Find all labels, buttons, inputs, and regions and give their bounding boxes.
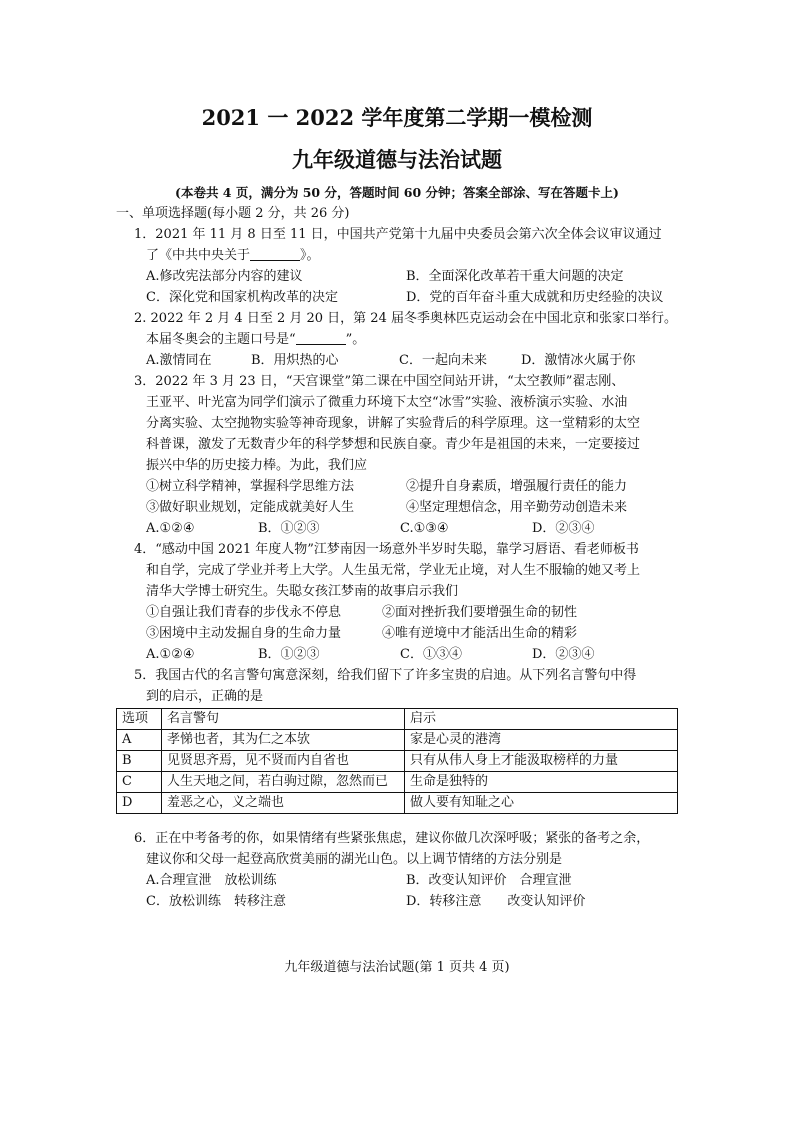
table-cell: 孝悌也者，其为仁之本欤 xyxy=(162,730,405,751)
q2-text-after: ”。 xyxy=(345,332,366,347)
table-row xyxy=(117,730,678,751)
q3-stem-line: 王亚平、叶光富为同学们演示了微重力环境下太空“冰雪”实验、液桥演示实验、水油 xyxy=(146,395,628,410)
table-cell: C xyxy=(117,772,162,793)
table-header-cell: 选项 xyxy=(117,709,162,730)
q4-option-c[interactable]: C．①③④ xyxy=(400,647,462,662)
q4-statement-1: ①自强让我们青春的步伐永不停息 xyxy=(146,605,342,620)
page-subtitle: 九年级道德与法治试题 xyxy=(292,147,502,172)
q4-statements xyxy=(122,623,692,644)
q2-options xyxy=(122,350,692,371)
q2-stem-line xyxy=(122,329,692,350)
table-cell: 羞恶之心，义之端也 xyxy=(162,793,405,814)
q4-statement-4: ④唯有逆境中才能活出生命的精彩 xyxy=(382,626,578,641)
table-row xyxy=(117,751,678,772)
table-cell: 只有从伟人身上才能汲取榜样的力量 xyxy=(405,751,678,772)
table-cell: 人生天地之间，若白驹过隙，忽然而已 xyxy=(162,772,405,793)
table-cell: D xyxy=(117,793,162,814)
table-row xyxy=(117,793,678,814)
q2-text-before: 本届冬奥会的主题口号是“ xyxy=(146,332,296,347)
q4-options xyxy=(122,644,692,665)
q4-stem-line: 和自学，完成了学业并考上大学。人生虽无常，学业无止境，对人生不服输的她又考上 xyxy=(146,563,641,578)
q2-stem-line: 2. 2022 年 2 月 4 日至 2 月 20 日，第 24 届冬季奥林匹克运动会在中国北京和张家口举行。 xyxy=(134,311,677,326)
q6-option-a[interactable]: A.合理宣泄 放松训练 xyxy=(146,873,277,888)
exam-content xyxy=(116,203,692,912)
q1-option-c[interactable]: C．深化党和国家机构改革的决定 xyxy=(146,290,338,305)
q5-stem-line: 到的启示，正确的是 xyxy=(146,689,264,704)
q1-stem-line xyxy=(122,245,692,266)
table-row xyxy=(117,772,678,793)
q6-stem-line: 6．正在中考备考的你，如果情绪有些紧张焦虑，建议你做几次深呼吸；紧张的备考之余， xyxy=(134,831,650,846)
q4-option-b[interactable]: B．①②③ xyxy=(258,647,320,662)
q2-option-d[interactable]: D．激情冰火属于你 xyxy=(521,353,636,368)
q3-statements xyxy=(122,476,692,497)
q4-statement-3: ③困境中主动发掘自身的生命力量 xyxy=(146,626,342,641)
q2-option-b[interactable]: B．用炽热的心 xyxy=(251,353,339,368)
table-cell: 生命是独特的 xyxy=(405,772,678,793)
q4-stem-line: 4．“感动中国 2021 年度人物”江梦南因一场意外半岁时失聪，靠学习唇语、看老师板书 xyxy=(134,542,639,557)
q4-statements xyxy=(122,602,692,623)
table-cell: 家是心灵的港湾 xyxy=(405,730,678,751)
answer-blank xyxy=(250,247,300,261)
q1-option-d[interactable]: D．党的百年奋斗重大成就和历史经验的决议 xyxy=(406,290,664,305)
q1-options xyxy=(122,266,692,287)
spacer xyxy=(122,814,692,828)
table-header-cell: 启示 xyxy=(405,709,678,730)
table-cell: 见贤思齐焉，见不贤而内自省也 xyxy=(162,751,405,772)
q3-stem-line: 科普课，激发了无数青少年的科学梦想和民族自豪。青少年是祖国的未来，一定要接过 xyxy=(146,437,641,452)
q2-option-a[interactable]: A.激情同在 xyxy=(146,353,212,368)
q1-option-b[interactable]: B．全面深化改革若干重大问题的决定 xyxy=(406,269,624,284)
page-footer: 九年级道德与法治试题(第 1 页共 4 页) xyxy=(284,960,510,975)
q1-option-a[interactable]: A.修改宪法部分内容的建议 xyxy=(146,269,303,284)
q3-stem-line: 振兴中华的历史接力棒。为此，我们应 xyxy=(146,458,368,473)
q6-option-b[interactable]: B．改变认知评价 合理宣泄 xyxy=(406,873,572,888)
q3-options xyxy=(122,518,692,539)
q3-statement-2: ②提升自身素质，增强履行责任的能力 xyxy=(406,479,628,494)
q4-statement-2: ②面对挫折我们要增强生命的韧性 xyxy=(382,605,578,620)
answer-blank xyxy=(296,331,346,345)
q4-stem-line: 清华大学博士研究生。失聪女孩江梦南的故事启示我们 xyxy=(146,584,459,599)
q3-option-d[interactable]: D．②③④ xyxy=(532,521,595,536)
page-title: 2021 一 2022 学年度第二学期一模检测 xyxy=(201,105,593,130)
q4-option-a[interactable]: A.①②④ xyxy=(146,647,195,662)
q3-statement-1: ①树立科学精神，掌握科学思维方法 xyxy=(146,479,355,494)
q6-options xyxy=(122,891,692,912)
q1-options xyxy=(122,287,692,308)
section-heading: 一、单项选择题(每小题 2 分，共 26 分) xyxy=(116,206,350,221)
q5-table xyxy=(116,708,678,814)
table-header-cell: 名言警句 xyxy=(162,709,405,730)
q3-option-c[interactable]: C.①③④ xyxy=(400,521,449,536)
q6-option-d[interactable]: D．转移注意 改变认知评价 xyxy=(406,894,586,909)
q6-option-c[interactable]: C．放松训练 转移注意 xyxy=(146,894,286,909)
table-header-row xyxy=(117,709,678,730)
exam-note: (本卷共 4 页，满分为 50 分，答题时间 60 分钟；答案全部涂、写在答题卡上) xyxy=(175,185,619,200)
q4-option-d[interactable]: D．②③④ xyxy=(532,647,595,662)
q3-statement-3: ③做好职业规划，定能成就美好人生 xyxy=(146,500,355,515)
q5-stem-line: 5．我国古代的名言警句寓意深刻，给我们留下了许多宝贵的启迪。从下列名言警句中得 xyxy=(134,668,637,683)
q3-option-b[interactable]: B．①②③ xyxy=(258,521,320,536)
q1-text-before: 了《中共中央关于 xyxy=(146,248,251,263)
q3-statements xyxy=(122,497,692,518)
q3-stem-line: 分离实验、太空抛物实验等神奇现象，讲解了实验背后的科学原理。这一堂精彩的太空 xyxy=(146,416,641,431)
q1-stem-line: 1．2021 年 11 月 8 日至 11 日，中国共产党第十九届中央委员会第六次全体会议审议通过 xyxy=(134,227,662,242)
q1-text-after: 》。 xyxy=(300,248,320,263)
q2-option-c[interactable]: C．一起向未来 xyxy=(399,353,487,368)
q3-stem-line: 3．2022 年 3 月 23 日，“天宫课堂”第二课在中国空间站开讲，“太空教师”翟志刚、 xyxy=(134,374,625,389)
q6-stem-line: 建议你和父母一起登高欣赏美丽的湖光山色。以上调节情绪的方法分别是 xyxy=(146,852,563,867)
table-cell: A xyxy=(117,730,162,751)
q3-option-a[interactable]: A.①②④ xyxy=(146,521,195,536)
table-cell: 做人要有知耻之心 xyxy=(405,793,678,814)
q6-options xyxy=(122,870,692,891)
q3-statement-4: ④坚定理想信念，用辛勤劳动创造未来 xyxy=(406,500,628,515)
table-cell: B xyxy=(117,751,162,772)
